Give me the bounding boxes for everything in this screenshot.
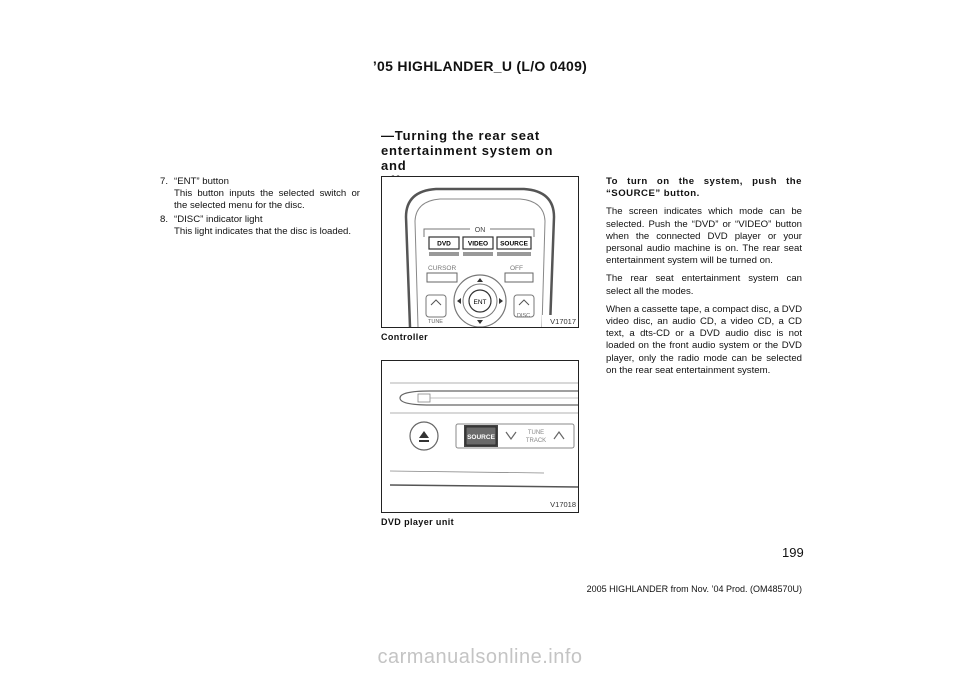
item-description: This light indicates that the disc is loaded.	[174, 225, 352, 237]
source-button-label: SOURCE	[500, 240, 528, 248]
document-footer: 2005 HIGHLANDER from Nov. ’04 Prod. (OM48570U)	[586, 584, 802, 594]
left-column	[160, 176, 360, 239]
controller-figure	[381, 176, 579, 328]
item-label: “ENT” button	[174, 176, 229, 187]
item-label: “DISC” indicator light	[174, 213, 263, 225]
on-label: ON	[474, 227, 486, 234]
list-item	[160, 176, 360, 188]
item-number: 8.	[160, 213, 169, 225]
page-number: 199	[782, 545, 804, 560]
controller-illustration	[382, 177, 578, 327]
document-header: ’05 HIGHLANDER_U (L/O 0409)	[372, 58, 588, 74]
tune-label: TUNE	[428, 319, 443, 325]
body-paragraph: When a cassette tape, a compact disc, a DVD video disc, an audio CD, a video CD, a CD text, a dts-CD or a DVD audio disc is not loaded on the front audio system or the DVD player, only the radio mode can be selected on the rear seat entertainment system.	[606, 303, 802, 376]
track-label: TRACK	[525, 438, 547, 444]
off-label: OFF	[510, 265, 523, 272]
tune-label: TUNE	[527, 430, 545, 436]
figure-caption: Controller	[381, 332, 429, 342]
cursor-label: CURSOR	[428, 265, 457, 272]
source-button-label: SOURCE	[467, 434, 495, 441]
dvd-player-illustration	[382, 361, 578, 512]
section-title-line: entertainment system on and	[381, 143, 554, 173]
lead-paragraph: To turn on the system, push the “SOURCE” button.	[606, 176, 802, 200]
item-description: This button inputs the selected switch or the selected menu for the disc.	[174, 188, 360, 212]
dvd-player-figure	[381, 360, 579, 513]
figure-caption: DVD player unit	[381, 517, 455, 527]
section-title-line: —Turning the rear seat	[381, 128, 540, 143]
disc-label: DISC	[517, 313, 531, 319]
watermark-link[interactable]: carmanualsonline.info	[377, 646, 583, 668]
item-number: 7.	[160, 176, 169, 187]
body-paragraph: The screen indicates which mode can be selected. Push the “DVD” or “VIDEO” button when the connected DVD player or your personal audio machine is on. The rear seat entertainment system will be turned on.	[606, 206, 802, 267]
figure-code: V17017	[550, 317, 576, 326]
ent-button-label: ENT	[473, 299, 487, 306]
right-column	[606, 176, 802, 383]
video-button-label: VIDEO	[467, 240, 489, 248]
figure-code: V17018	[550, 500, 576, 509]
dvd-button-label: DVD	[437, 240, 451, 248]
body-paragraph: The rear seat entertainment system can select all the modes.	[606, 273, 802, 297]
list-item	[160, 214, 360, 226]
